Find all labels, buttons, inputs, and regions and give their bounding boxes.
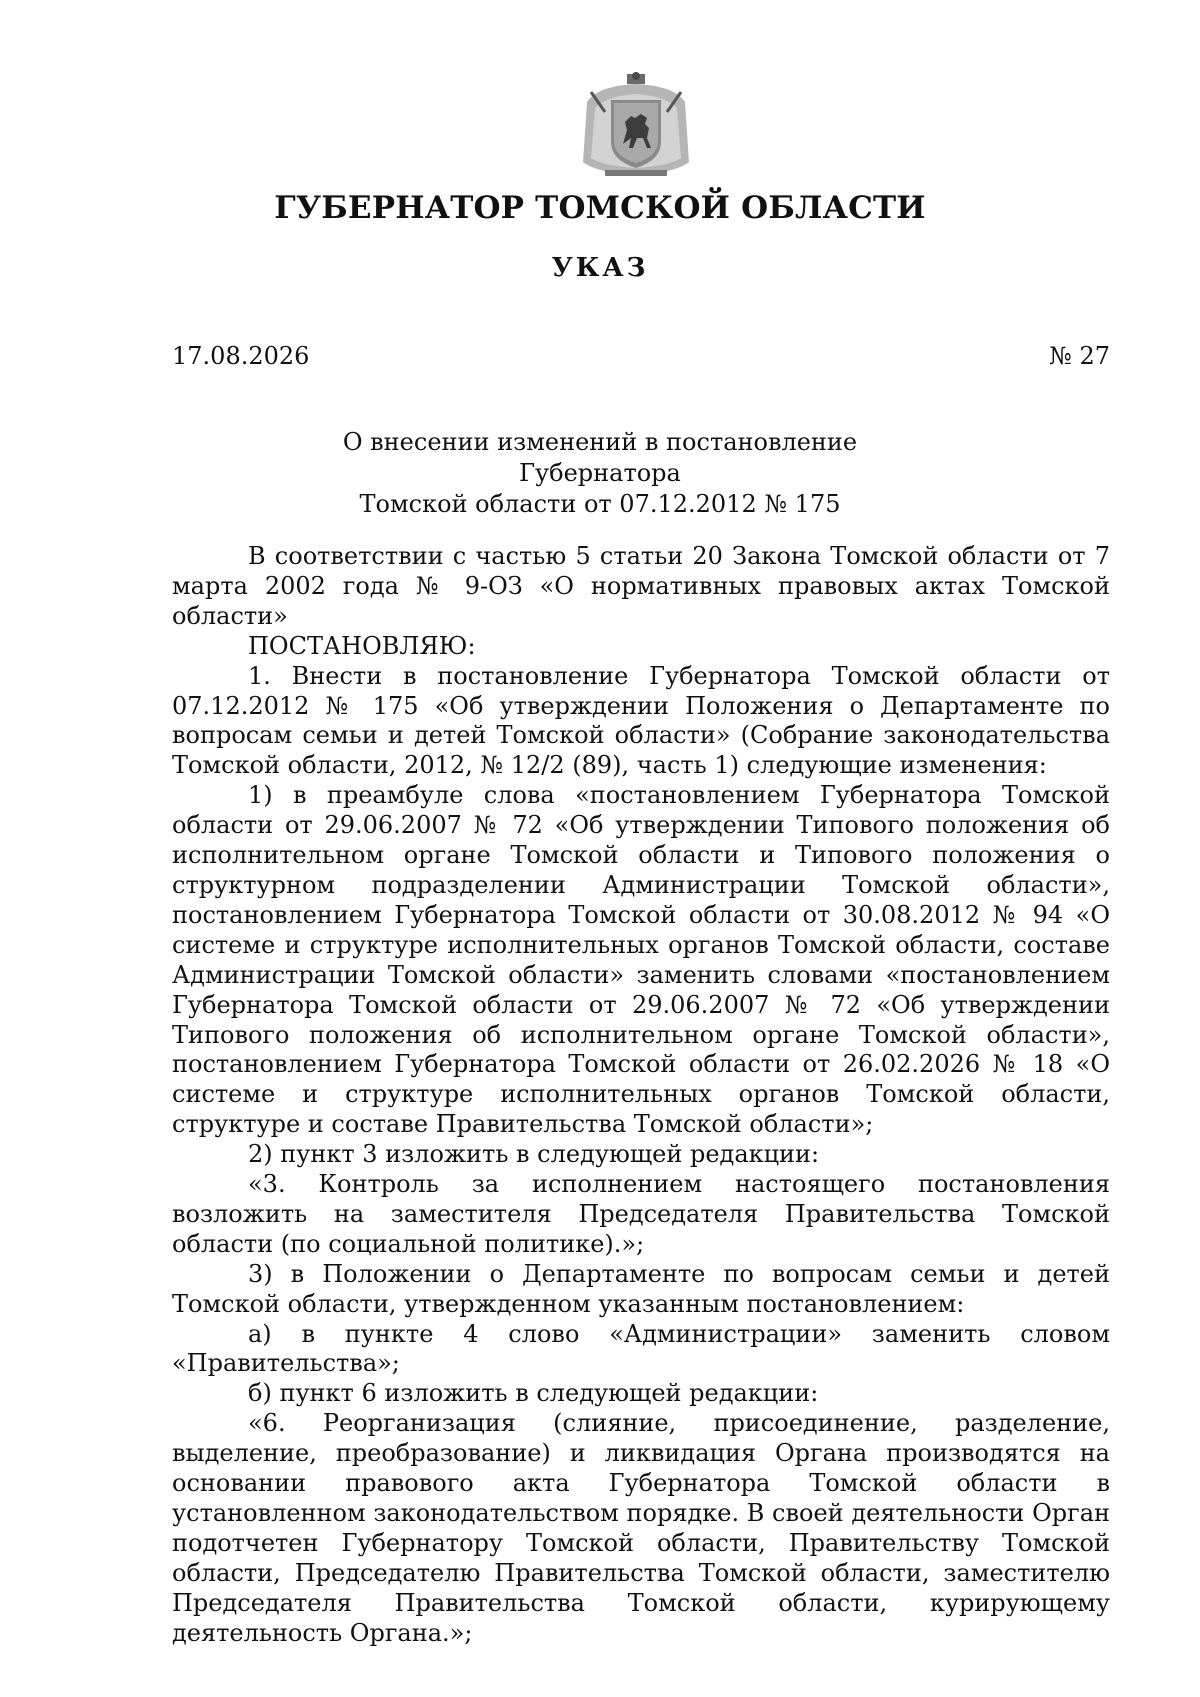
document-subject	[280, 427, 920, 520]
subclause-1: 1) в преамбуле слова «постановлением Губернатора Томской области от 29.06.2007 № 72 «Об утверждении Типового положения об исполнительном органе Томской области и Типового положения о структурном подразделении Администрации Томской области», постановлением Губернатора Томской области от 30.08.2012 № 94 «О системе и структуре исполнительных органов Томской области, составе Администрации Томской области» заменить словами «постановлением Губернатора Томской области от 29.06.2007 № 72 «Об утверждении Типового положения об исполнительном органе Томской области», постановлением Губернатора Томской области от 26.02.2026 № 18 «О системе и структуре исполнительных органов Томской области, структуре и составе Правительства Томской области»;	[172, 781, 1110, 1139]
subject-line-2: Томской области от 07.12.2012 № 175	[359, 490, 841, 518]
clause-1: 1. Внести в постановление Губернатора Томской области от 07.12.2012 № 175 «Об утверждении Положения о Департаменте по вопросам семьи и детей Томской области» (Собрание законодательства Томской области, 2012, № 12/2 (89), часть 1) следующие изменения:	[172, 661, 1110, 780]
document-type: УКАЗ	[551, 253, 649, 283]
subject-line-1: О внесении изменений в постановление Губернатора	[342, 428, 858, 487]
coat-of-arms-icon	[577, 72, 695, 180]
document-date: 17.08.2026	[172, 342, 310, 370]
subclause-3b-text: «6. Реорганизация (слияние, присоединение, разделение, выделение, преобразование) и ликвидация Органа производятся на основании правового акта Губернатора Томской области в установленном законодательством порядке. В своей деятельности Орган подотчетен Губернатору Томской области, Правительству Томской области, Председателю Правительства Томской области, заместителю Председателя Правительства Томской области, курирующему деятельность Органа.»;	[172, 1409, 1110, 1647]
subclause-2: 2) пункт 3 изложить в следующей редакции:	[248, 1140, 820, 1169]
document-body	[172, 542, 1110, 1649]
subclause-3a: а) в пункте 4 слово «Администрации» заменить словом «Правительства»;	[172, 1319, 1110, 1378]
org-title: ГУБЕРНАТОР ТОМСКОЙ ОБЛАСТИ	[274, 190, 926, 226]
document-number: № 27	[1049, 342, 1110, 370]
subclause-3b: б) пункт 6 изложить в следующей редакции:	[248, 1379, 819, 1408]
resolve-heading: ПОСТАНОВЛЯЮ:	[248, 631, 476, 660]
subclause-3: 3) в Положении о Департаменте по вопросам семьи и детей Томской области, утвержденном указанным постановлением:	[172, 1259, 1110, 1318]
preamble-paragraph: В соответствии с частью 5 статьи 20 Закона Томской области от 7 марта 2002 года № 9-ОЗ «О нормативных правовых актах Томской области»	[172, 542, 1110, 630]
subclause-2-text: «3. Контроль за исполнением настоящего постановления возложить на заместителя Председателя Правительства Томской области (по социальной политике).»;	[172, 1170, 1110, 1258]
